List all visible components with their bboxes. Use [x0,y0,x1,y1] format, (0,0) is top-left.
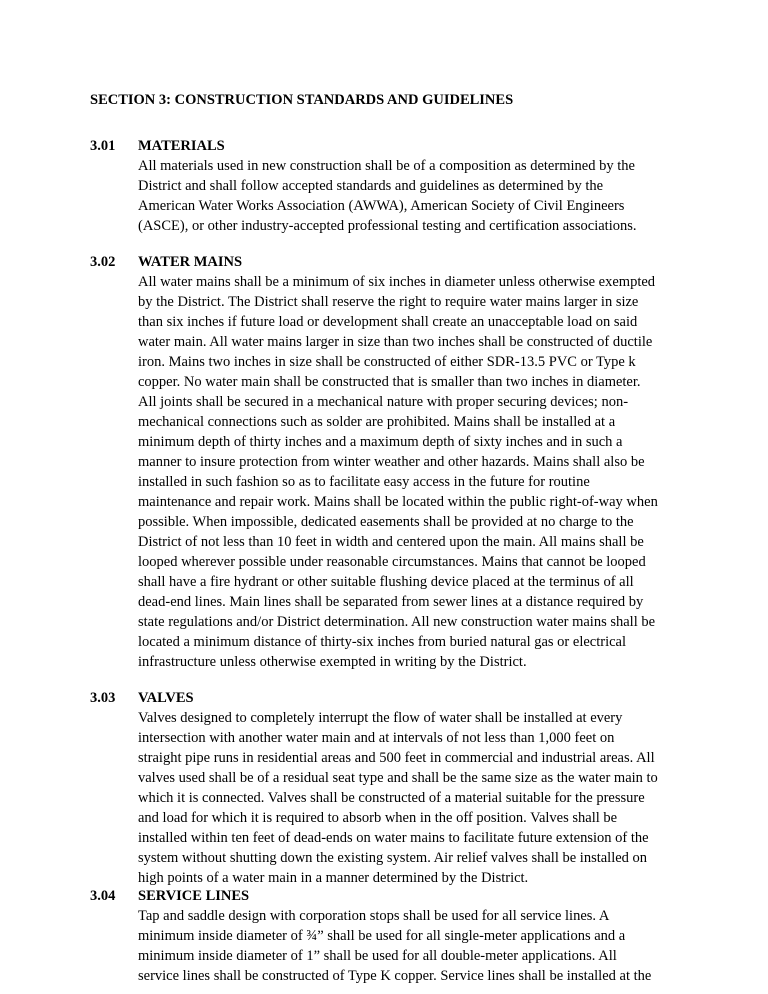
body-line: manner to insure protection from winter weather and other hazards. Mains shall also be [138,454,645,470]
body-line: Tap and saddle design with corporation stops shall be used for all service lines. A [138,908,610,924]
body-line: shall have a fire hydrant or other suitable flushing device placed at the terminus of all [138,574,634,590]
body-line: maintenance and repair work. Mains shall be located within the public right-of-way when [138,494,658,510]
body-line: water main. All water mains larger in size than two inches shall be constructed of ductile [138,334,653,350]
subsection-number: 3.02 [90,254,116,270]
body-line: system without shutting down the existing system. Air relief valves shall be installed on [138,850,648,866]
body-line: dead-end lines. Main lines shall be separated from sewer lines at a distance required by [138,594,644,610]
body-line: state regulations and/or District determination. All new construction water mains shall be [138,614,656,630]
subsection-number: 3.04 [90,888,116,904]
body-line: iron. Mains two inches in size shall be constructed of either SDR-13.5 PVC or Type k [138,354,636,370]
section-title: SECTION 3: CONSTRUCTION STANDARDS AND GUIDELINES [90,92,514,108]
body-line: All materials used in new construction shall be of a composition as determined by the [138,158,635,174]
body-line: valves used shall be of a residual seat type and shall be the same size as the water main to [138,770,658,786]
body-line: American Water Works Association (AWWA), American Society of Civil Engineers [138,198,625,214]
subsection-number: 3.03 [90,690,116,706]
body-line: straight pipe runs in residential areas and 500 feet in commercial and industrial areas. All [138,750,655,766]
body-line: minimum inside diameter of ¾” shall be used for all single-meter applications and a [138,928,626,944]
subsection-body [138,272,712,672]
body-line: (ASCE), or other industry-accepted professional testing and certification associations. [138,218,637,234]
subsection-heading: SERVICE LINES [138,888,250,904]
body-line: All water mains shall be a minimum of six inches in diameter unless otherwise exempted [138,274,656,290]
subsection-number: 3.01 [90,138,116,154]
subsection-body [138,156,712,236]
body-line: looped wherever possible under reasonable circumstances. Mains that cannot be looped [138,554,646,570]
body-line: installed in such fashion so as to facilitate easy access in the future for routine [138,474,590,490]
body-line: mechanical connections such as solder are prohibited. Mains shall be installed at a [138,414,616,430]
body-line: installed within ten feet of dead-ends on water mains to facilitate future extension of the [138,830,649,846]
body-line: service lines shall be constructed of Type K copper. Service lines shall be installed at the [138,968,652,984]
body-line: District of not less than 10 feet in width and centered upon the main. All mains shall be [138,534,644,550]
body-line: minimum inside diameter of 1” shall be used for all double-meter applications. All [138,948,617,964]
body-line: which it is connected. Valves shall be constructed of a material suitable for the pressure [138,790,645,806]
body-line: than six inches if future load or development shall create an unacceptable load on said [138,314,638,330]
body-line: intersection with another water main and at intervals of not less than 1,000 feet on [138,730,615,746]
body-line: possible. When impossible, dedicated easements shall be provided at no charge to the [138,514,634,530]
body-line: copper. No water main shall be constructed that is smaller than two inches in diameter. [138,374,641,390]
body-line: minimum depth of thirty inches and a maximum depth of sixty inches and in such a [138,434,623,450]
body-line: Valves designed to completely interrupt the flow of water shall be installed at every [138,710,623,726]
body-line: by the District. The District shall reserve the right to require water mains larger in size [138,294,639,310]
body-line: All joints shall be secured in a mechanical nature with proper securing devices; non- [138,394,629,410]
body-line: infrastructure unless otherwise exempted in writing by the District. [138,654,527,670]
body-line: high points of a water main in a manner determined by the District. [138,870,529,886]
subsection-heading: MATERIALS [138,138,225,154]
body-line: District and shall follow accepted standards and guidelines as determined by the [138,178,604,194]
body-line: located a minimum distance of thirty-six inches from buried natural gas or electrical [138,634,627,650]
subsection-body [138,708,712,888]
subsection-body [138,906,712,986]
subsection-heading: VALVES [138,690,194,706]
body-line: and load for which it is required to absorb when in the off position. Valves shall be [138,810,618,826]
subsection-heading: WATER MAINS [138,254,243,270]
